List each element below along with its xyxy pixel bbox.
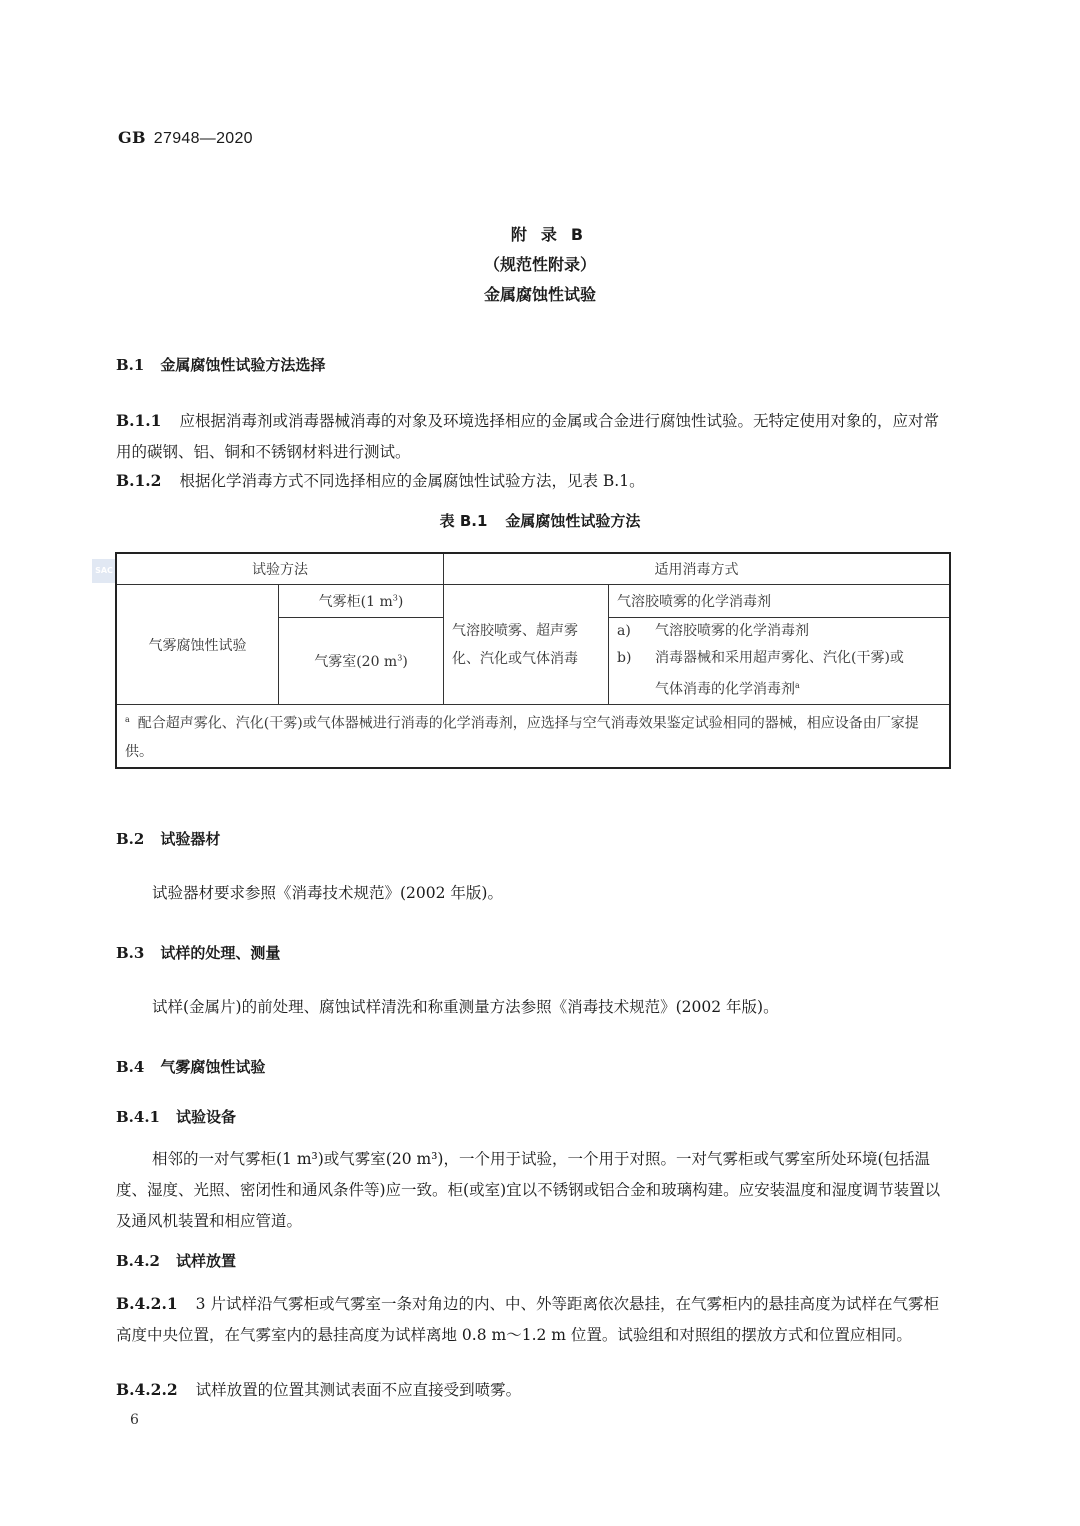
- list-marker: b): [617, 650, 632, 667]
- header-test-method: 试验方法: [116, 553, 444, 585]
- watermark-stamp: SAC: [92, 559, 116, 583]
- paren: ): [397, 594, 404, 610]
- paren: ): [402, 654, 408, 670]
- annex-type: （规范性附录）: [483, 255, 596, 274]
- clause-number: B.1.1: [116, 411, 162, 430]
- paragraph-b3: 试样(金属片)的前处理、腐蚀试样清洗和称重测量方法参照《消毒技术规范》(2002 年版)。: [152, 998, 779, 1016]
- paragraph-b4-1: 相邻的一对气雾柜(1 m³)或气雾室(20 m³)，一个用于试验，一个用于对照。一对气雾柜或气雾室所处环境(包括温度、湿度、光照、密闭性和通风条件等)应一致。柜(或室)宜以不锈钢或铝合金和玻璃构建。应安装温度和湿度调节装置以及通风机装置和相应管道。: [116, 1150, 941, 1230]
- section-number: B.2: [116, 830, 145, 848]
- standard-number: 27948—2020: [153, 130, 253, 147]
- section-heading-b3: [116, 942, 280, 963]
- annex-title: 附录B: [510, 225, 598, 244]
- section-heading-b4: [116, 1056, 265, 1077]
- list-item: [617, 618, 941, 645]
- cell-agent: 气溶胶喷雾的化学消毒剂: [609, 585, 951, 618]
- cell-sub-method: [279, 618, 444, 705]
- clause-text: 应根据消毒剂或消毒器械消毒的对象及环境选择相应的金属或合金进行腐蚀性试验。无特定使用对象的，应对常用的碳钢、铝、铜和不锈钢材料进行测试。: [116, 412, 939, 461]
- unit-superscript: 3: [397, 653, 403, 663]
- section-number: B.1: [116, 356, 145, 374]
- table-footnote-row: [116, 705, 950, 769]
- section-heading-b1: [116, 354, 325, 375]
- clause-number: B.1.2: [116, 471, 162, 490]
- cell-sub-method: [279, 585, 444, 618]
- clause-number: B.4.2.2: [116, 1380, 178, 1399]
- list-item-continuation: [617, 672, 941, 704]
- section-title: 试验设备: [176, 1108, 237, 1126]
- clause-text: 试样放置的位置其测试表面不应直接受到喷雾。: [195, 1381, 522, 1399]
- clause-text: 3 片试样沿气雾柜或气雾室一条对角边的内、中、外等距离依次悬挂，在气雾柜内的悬挂高度为试样在气雾柜高度中央位置，在气雾室内的悬挂高度为试样离地 0.8 m～1.2 m 位置。试验组和对照组的摆放方式和位置应相同。: [116, 1295, 939, 1344]
- section-heading-b4-1: [116, 1106, 236, 1127]
- standard-prefix: GB: [118, 128, 146, 147]
- section-title: 试样的处理、测量: [160, 944, 281, 962]
- clause-b1-2: [116, 465, 952, 497]
- cell-mode: 气溶胶喷雾、超声雾化、汽化或气体消毒: [444, 585, 609, 705]
- clause-b4-2-2: [116, 1374, 952, 1406]
- footnote-text: 配合超声雾化、汽化(干雾)或气体器械进行消毒的化学消毒剂，应选择与空气消毒效果鉴定试验相同的器械，相应设备由厂家提供。: [125, 715, 919, 760]
- table-header-row: [116, 553, 950, 585]
- cell-agent-list: [609, 618, 951, 705]
- clause-number: B.4.2.1: [116, 1294, 178, 1313]
- header-disinfection-mode: 适用消毒方式: [444, 553, 951, 585]
- corrosion-test-table: [115, 552, 951, 769]
- table-caption: [0, 510, 1080, 531]
- section-title: 试样放置: [176, 1252, 237, 1270]
- section-number: B.3: [116, 944, 145, 962]
- list-text: 消毒器械和采用超声雾化、汽化(干雾)或: [655, 650, 904, 667]
- section-title: 气雾腐蚀性试验: [160, 1058, 266, 1076]
- page-number: 6: [130, 1412, 139, 1428]
- clause-text: 根据化学消毒方式不同选择相应的金属腐蚀性试验方法，见表 B.1。: [179, 472, 645, 490]
- list-text: 气溶胶喷雾的化学消毒剂: [655, 623, 809, 640]
- footnote-marker: a: [125, 715, 130, 725]
- table-title: 金属腐蚀性试验方法: [505, 512, 641, 530]
- list-text: 气体消毒的化学消毒剂: [655, 681, 795, 698]
- table-number: 表 B.1: [439, 512, 488, 530]
- paragraph-b2: 试验器材要求参照《消毒技术规范》(2002 年版)。: [152, 884, 503, 902]
- table-footnote: [116, 705, 950, 769]
- section-heading-b4-2: [116, 1250, 236, 1271]
- section-heading-b2: [116, 828, 220, 849]
- standard-identifier: [118, 128, 253, 148]
- annex-name: 金属腐蚀性试验: [483, 285, 596, 304]
- section-number: B.4.1: [116, 1108, 160, 1126]
- clause-b1-1: [116, 405, 952, 468]
- clause-b4-2-1: [116, 1288, 952, 1351]
- list-item: [617, 645, 941, 672]
- section-title: 试验器材: [160, 830, 221, 848]
- sub-method-label: 气雾室(20 m: [314, 654, 398, 670]
- section-title: 金属腐蚀性试验方法选择: [160, 356, 326, 374]
- section-number: B.4: [116, 1058, 145, 1076]
- section-number: B.4.2: [116, 1252, 160, 1270]
- unit-superscript: 3: [392, 593, 398, 603]
- cell-method: 气雾腐蚀性试验: [116, 585, 279, 705]
- table-row: [116, 585, 950, 618]
- list-marker: a): [617, 623, 631, 640]
- sub-method-label: 气雾柜(1 m: [318, 594, 393, 610]
- footnote-ref: a: [795, 681, 800, 691]
